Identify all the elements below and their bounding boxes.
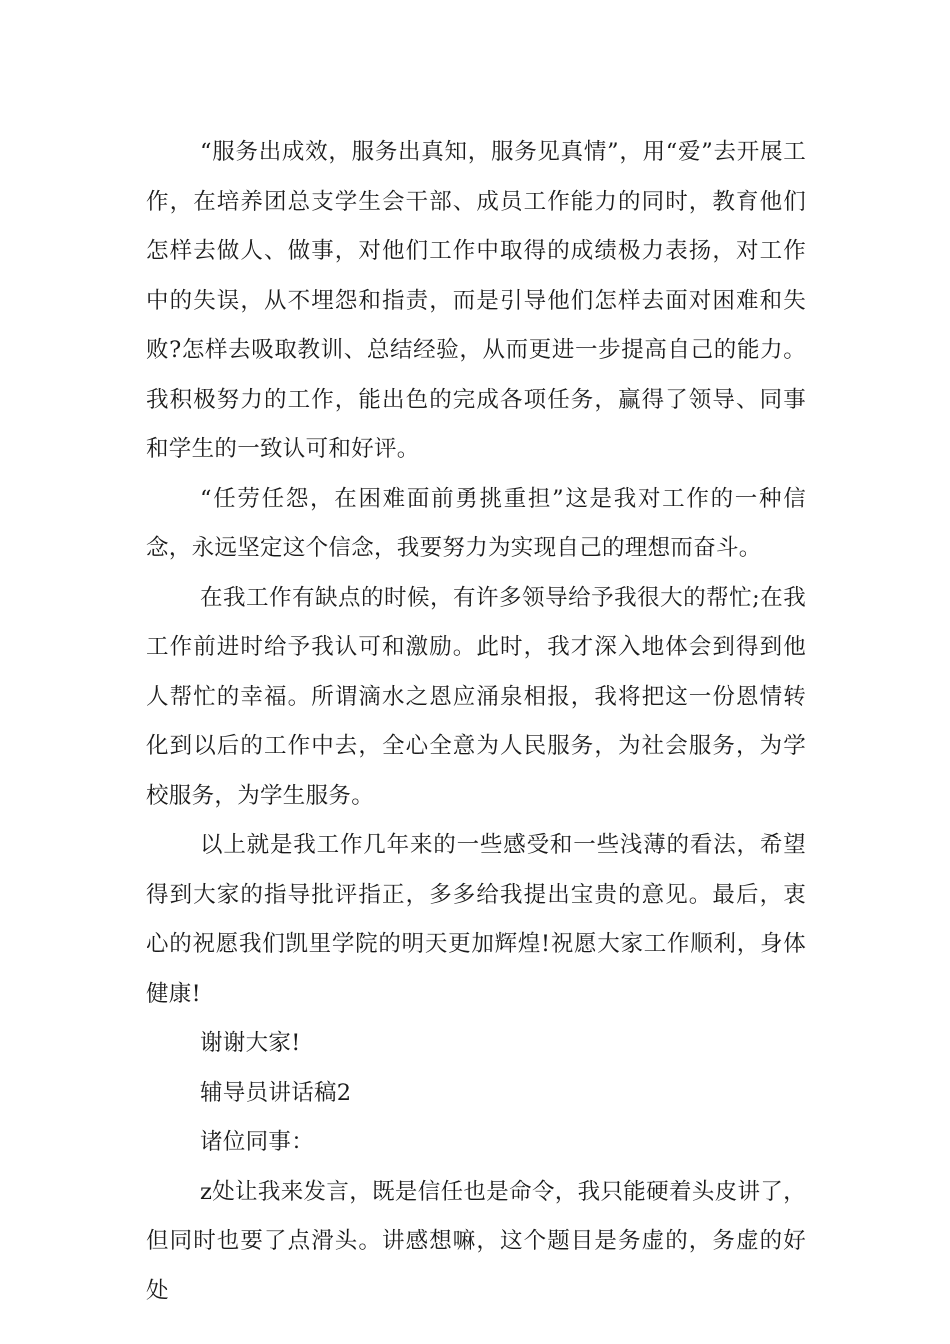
paragraph-thanks: 谢谢大家! bbox=[200, 1030, 301, 1056]
salutation: 诸位同事： bbox=[200, 1129, 315, 1155]
section-title: 辅导员讲话稿2 bbox=[200, 1079, 352, 1106]
paragraph-gratitude: 在我工作有缺点的时候，有许多领导给予我很大的帮忙;在我工作前进时给予我认可和激励。此时，我才深入地体会到得到他人帮忙的幸福。所谓滴水之恩应涌泉相报，我将把这一份恩情转化到以后的工作中去，全心全意为人民服务，为社会服务，为学校服务，为学生服务。 bbox=[146, 584, 806, 809]
paragraph-hardship: “任劳任怨，在困难面前勇挑重担”这是我对工作的一种信念，永远坚定这个信念，我要努力为实现自己的理想而奋斗。 bbox=[146, 485, 806, 561]
document-body bbox=[146, 128, 806, 1316]
paragraph-speech-opening: z处让我来发言，既是信任也是命令，我只能硬着头皮讲了，但同时也要了点滑头。讲感想嘛，这个题目是务虚的，务虚的好处 bbox=[146, 1178, 806, 1304]
paragraph-service-love: “服务出成效，服务出真知，服务见真情”，用“爱”去开展工作，在培养团总支学生会干部、成员工作能力的同时，教育他们怎样去做人、做事，对他们工作中取得的成绩极力表扬，对工作中的失误，从不埋怨和指责，而是引导他们怎样去面对困难和失败?怎样去吸取教训、总结经验，从而更进一步提高自己的能力。我积极努力的工作，能出色的完成各项任务，赢得了领导、同事和学生的一致认可和好评。 bbox=[146, 139, 806, 462]
paragraph-closing: 以上就是我工作几年来的一些感受和一些浅薄的看法，希望得到大家的指导批评指正，多多给我提出宝贵的意见。最后，衷心的祝愿我们凯里学院的明天更加辉煌!祝愿大家工作顺利，身体健康! bbox=[146, 832, 806, 1007]
